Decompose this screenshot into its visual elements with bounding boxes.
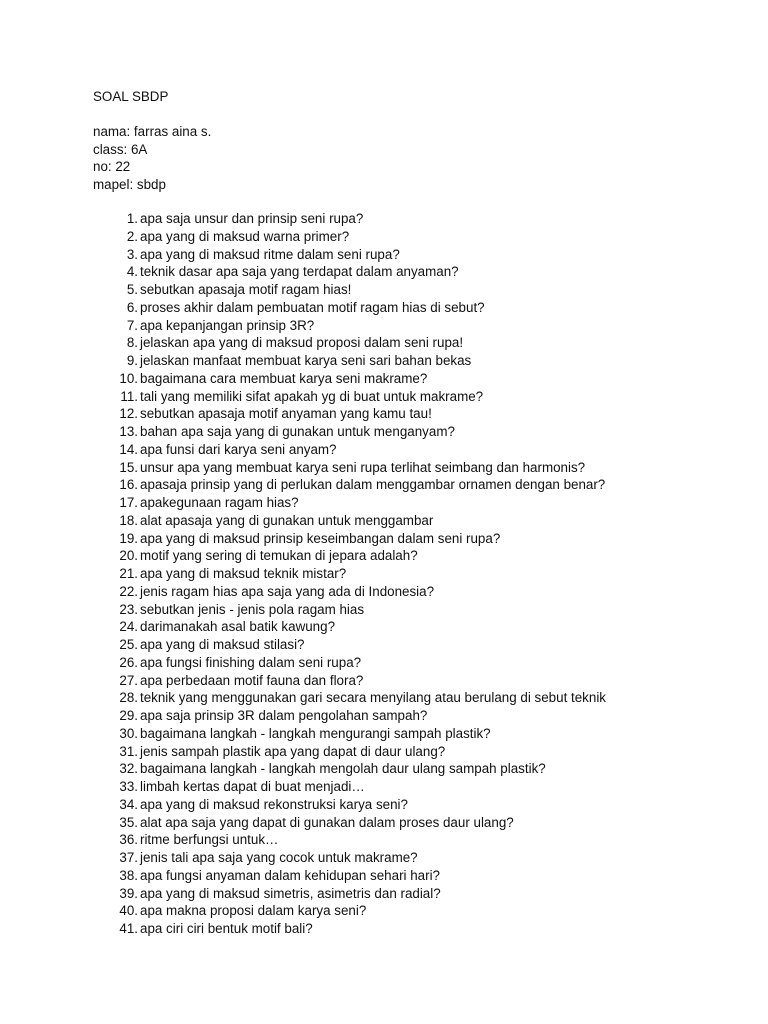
question-number: 40. [119,903,138,919]
question-number: 41. [119,921,138,936]
question-item [93,583,606,601]
question-text: sebutkan apasaja motif anyaman yang kamu tau! [140,406,432,422]
question-item [93,796,606,814]
question-text: bagaimana langkah - langkah mengurangi sampah plastik? [140,725,491,741]
question-text: jelaskan apa yang di maksud proposi dalam seni rupa! [140,335,464,351]
question-text: apa yang di maksud teknik mistar? [140,566,347,581]
question-number: 12. [119,406,138,422]
question-number: 37. [119,850,138,865]
question-text: alat apasaja yang di gunakan untuk menggambar [140,512,434,528]
question-text: darimanakah asal batik kawung? [140,619,336,635]
info-number: no: 22 [93,159,131,175]
question-number: 1. [126,211,138,226]
question-text: motif yang sering di temukan di jepara adalah? [140,548,418,564]
question-item [93,281,606,299]
question-number: 17. [119,495,138,510]
question-number: 15. [119,459,138,475]
info-subject: mapel: sbdp [93,177,166,193]
question-number: 26. [119,654,138,670]
question-item [93,885,606,903]
question-item [93,689,606,707]
question-item [93,423,606,441]
question-text: teknik dasar apa saja yang terdapat dalam anyaman? [140,264,459,280]
question-text: apa ciri ciri bentuk motif bali? [140,921,313,936]
question-number: 39. [119,885,138,901]
question-item [93,867,606,885]
question-item [93,530,606,548]
question-item [93,405,606,423]
question-item [93,565,606,583]
question-list [93,210,606,938]
question-number: 6. [126,299,138,315]
question-text: apa funsi dari karya seni anyam? [140,441,337,457]
question-text: apakegunaan ragam hias? [140,495,299,510]
question-item [93,672,606,690]
question-item [93,210,606,228]
question-number: 23. [119,601,138,617]
question-text: apa yang di maksud stilasi? [140,637,305,652]
question-number: 25. [119,637,138,652]
question-text: limbah kertas dapat di buat menjadi… [140,779,365,794]
question-number: 11. [120,388,138,404]
question-text: jenis ragam hias apa saja yang ada di Indonesia? [140,583,435,599]
question-text: apa yang di maksud prinsip keseimbangan dalam seni rupa? [140,530,501,546]
question-number: 7. [126,317,138,333]
question-number: 14. [119,441,138,457]
question-number: 10. [119,370,138,386]
question-number: 31. [119,743,138,759]
question-number: 36. [119,832,138,848]
question-number: 2. [126,228,138,244]
question-number: 28. [119,690,138,706]
question-text: sebutkan apasaja motif ragam hias! [140,282,352,297]
question-number: 19. [119,530,138,546]
question-number: 20. [119,548,138,564]
question-text: jenis sampah plastik apa yang dapat di daur ulang? [140,743,446,759]
question-text: bagaimana cara membuat karya seni makrame? [140,370,428,386]
question-text: apa fungsi anyaman dalam kehidupan sehari hari? [140,867,441,883]
info-class: class: 6A [93,141,148,157]
question-text: alat apa saja yang dapat di gunakan dalam proses daur ulang? [140,814,514,830]
question-number: 29. [119,708,138,723]
question-number: 5. [126,282,138,297]
question-text: apa saja prinsip 3R dalam pengolahan sampah? [140,708,428,723]
info-name: nama: farras aina s. [93,124,212,139]
student-info [93,123,211,194]
question-number: 22. [119,583,138,599]
question-item [93,920,606,938]
document-title: SOAL SBDP [93,89,169,104]
question-text: apa makna proposi dalam karya seni? [140,903,367,919]
question-text: apa perbedaan motif fauna dan flora? [140,672,364,688]
question-item [93,725,606,743]
question-text: apa yang di maksud simetris, asimetris dan radial? [140,885,441,901]
question-item [93,547,606,565]
question-text: apa fungsi finishing dalam seni rupa? [140,654,362,670]
question-number: 21. [119,566,138,581]
question-text: apasaja prinsip yang di perlukan dalam menggambar ornamen dengan benar? [140,477,606,493]
question-item [93,494,606,512]
question-item [93,636,606,654]
question-item [93,352,606,370]
question-item [93,707,606,725]
question-item [93,441,606,459]
question-number: 32. [119,761,138,777]
question-item [93,246,606,264]
question-number: 30. [119,725,138,741]
question-text: sebutkan jenis - jenis pola ragam hias [140,601,365,617]
question-number: 8. [126,335,138,351]
question-number: 38. [119,867,138,883]
question-text: apa kepanjangan prinsip 3R? [140,317,315,333]
question-text: jenis tali apa saja yang cocok untuk makrame? [140,850,418,865]
question-number: 27. [119,672,138,688]
question-item [93,459,606,477]
question-item [93,476,606,494]
question-item [93,760,606,778]
question-number: 35. [119,814,138,830]
question-item [93,228,606,246]
question-item [93,618,606,636]
question-item [93,601,606,619]
question-item [93,831,606,849]
question-text: teknik yang menggunakan gari secara menyilang atau berulang di sebut teknik [140,690,606,706]
question-number: 4. [126,264,138,280]
question-number: 34. [119,796,138,812]
question-item [93,778,606,796]
question-text: bagaimana langkah - langkah mengolah daur ulang sampah plastik? [140,761,546,777]
question-number: 9. [126,353,138,368]
question-number: 16. [119,477,138,493]
question-text: apa yang di maksud warna primer? [140,228,350,244]
question-number: 13. [119,424,138,439]
question-number: 33. [119,779,138,794]
question-text: tali yang memiliki sifat apakah yg di buat untuk makrame? [140,388,484,404]
question-item [93,743,606,761]
question-item [93,512,606,530]
question-item [93,814,606,832]
question-number: 3. [126,246,138,262]
question-text: bahan apa saja yang di gunakan untuk menganyam? [140,424,455,439]
question-number: 18. [119,512,138,528]
question-number: 24. [119,619,138,635]
question-item [93,902,606,920]
question-text: apa yang di maksud rekonstruksi karya seni? [140,796,408,812]
question-text: apa yang di maksud ritme dalam seni rupa? [140,246,400,262]
question-item [93,317,606,335]
question-item [93,849,606,867]
question-item [93,263,606,281]
question-text: apa saja unsur dan prinsip seni rupa? [140,211,364,226]
question-item [93,388,606,406]
question-item [93,299,606,317]
question-text: ritme berfungsi untuk… [140,832,279,848]
question-item [93,370,606,388]
question-text: proses akhir dalam pembuatan motif ragam hias di sebut? [140,299,485,315]
question-text: unsur apa yang membuat karya seni rupa terlihat seimbang dan harmonis? [140,459,586,475]
question-item [93,654,606,672]
question-item [93,334,606,352]
question-text: jelaskan manfaat membuat karya seni sari bahan bekas [140,353,472,368]
